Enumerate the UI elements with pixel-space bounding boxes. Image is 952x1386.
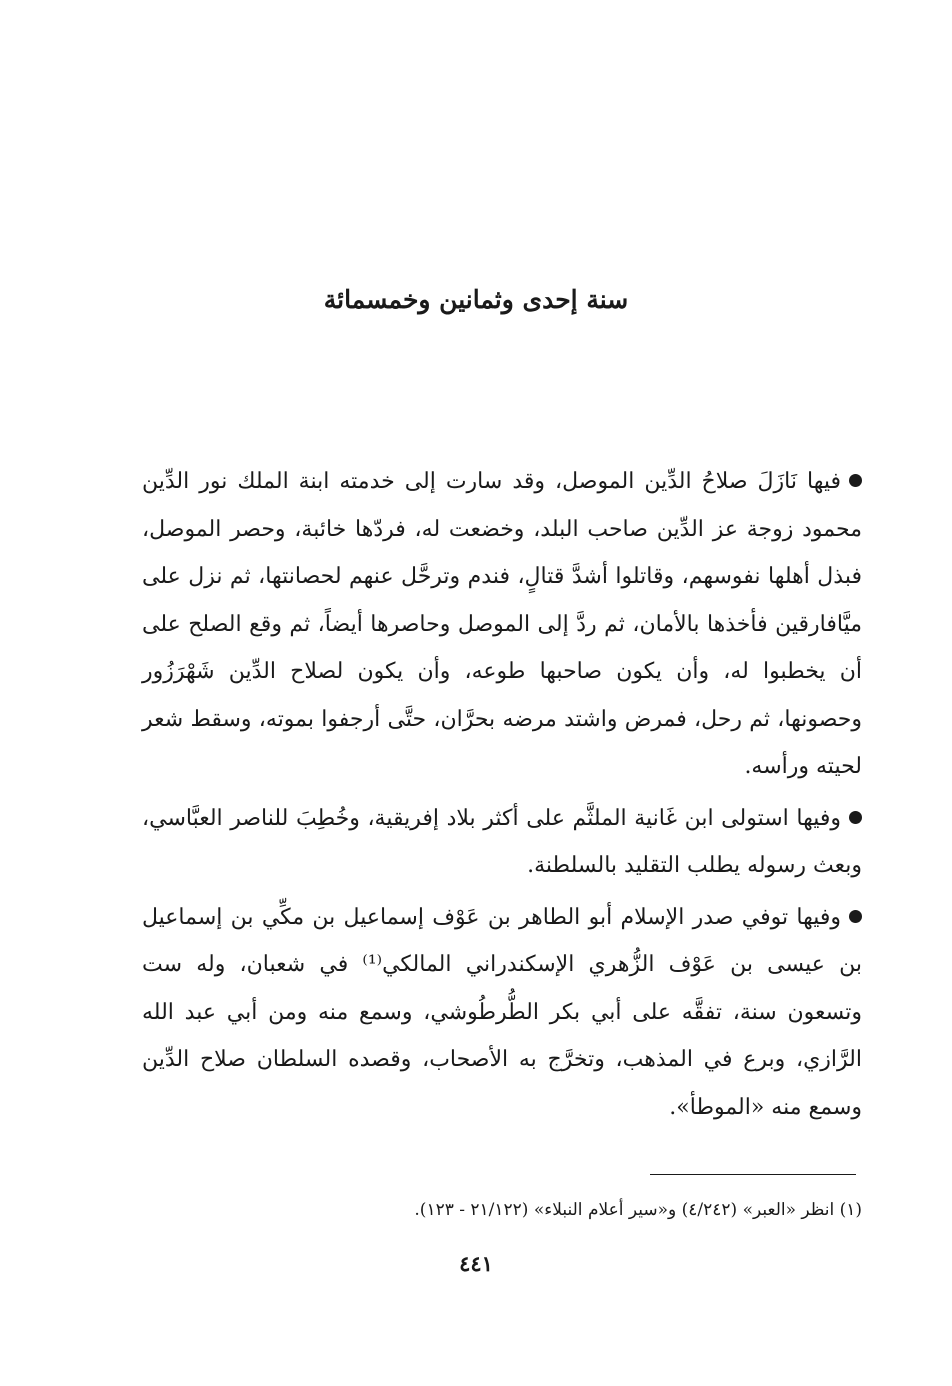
- paragraph-1: [142, 458, 862, 791]
- bullet-icon: [849, 474, 862, 487]
- bullet-icon: [849, 811, 862, 824]
- footnote-divider: [650, 1174, 856, 1175]
- section-title: سنة إحدى وثمانين وخمسمائة: [323, 285, 629, 314]
- footnote: (١) انظر «العبر» (٤/٢٤٢) و«سير أعلام النبلاء» (٢١/١٢٢ - ١٢٣).: [414, 1200, 862, 1220]
- paragraph-text: وفيها توفي صدر الإسلام أبو الطاهر بن عَوْف إسماعيل بن مكِّي بن إسماعيل بن عيسى بن عَوْف الزُّهري الإسكندراني المالكي⁽¹⁾ في شعبان، وله ست وتسعون سنة، تفقَّه على أبي بكر الطُّرطُوشي، وسمع منه ومن أبي عبد الله الرَّازي، وبرع في المذهب، وتخرَّج به الأصحاب، وقصده السلطان صلاح الدِّين وسمع منه «الموطأ».: [142, 904, 862, 1120]
- main-text: [142, 458, 862, 1131]
- bullet-icon: [849, 910, 862, 923]
- paragraph-text: فيها نَازَلَ صلاحُ الدِّين الموصل، وقد سارت إلى خدمته ابنة الملك نور الدِّين محمود زوجة عز الدِّين صاحب البلد، وخضعت له، فردّها خائبة، وحصر الموصل، فبذل أهلها نفوسهم، وقاتلوا أشدَّ قتالٍ، فندم وترحَّل عنهم لحصانتها، ثم نزل على ميَّافارقين فأخذها بالأمان، ثم ردَّ إلى الموصل وحاصرها أيضاً، ثم وقع الصلح على أن يخطبوا له، وأن يكون صاحبها طوعه، وأن يكون لصلاح الدِّين شَهْرَزُور وحصونها، ثم رحل، فمرض واشتد مرضه بحرَّان، حتَّى أرجفوا بموته، وسقط شعر لحيته ورأسه.: [142, 469, 862, 779]
- paragraph-3: [142, 894, 862, 1132]
- paragraph-text: وفيها استولى ابن غَانية الملثَّم على أكثر بلاد إفريقية، وخُطِبَ للناصر العبَّاسي، وبعث رسوله يطلب التقليد بالسلطنة.: [142, 805, 862, 878]
- page-number: ٤٤١: [459, 1251, 493, 1276]
- paragraph-2: [142, 795, 862, 890]
